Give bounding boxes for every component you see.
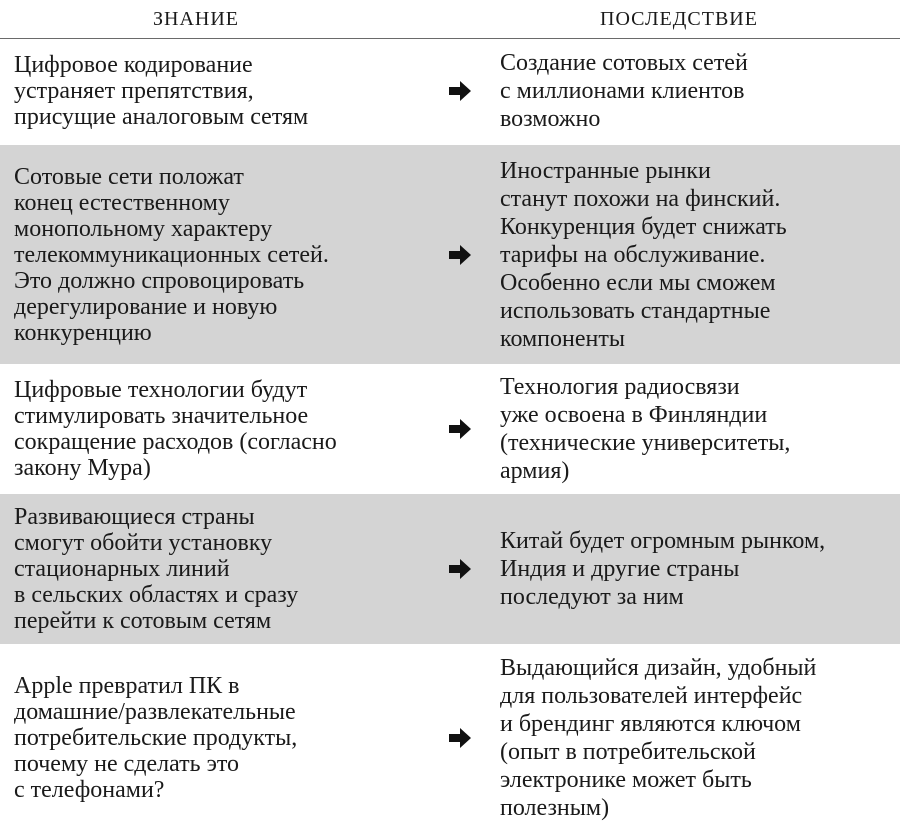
- table-row: [0, 145, 900, 366]
- consequence-cell: Выдающийся дизайн, удобный для пользователей интерфейс и брендинг являются ключом (опыт в потребительской электронике может быть полезным): [500, 655, 817, 821]
- consequence-cell: Иностранные рынки станут похожи на финский. Конкуренция будет снижать тарифы на обслуживание. Особенно если мы сможем использовать стандартные компоненты: [500, 157, 787, 352]
- consequence-cell: Технология радиосвязи уже освоена в Финляндии (технические университеты, армия): [500, 374, 791, 484]
- knowledge-cell: Apple превратил ПК в домашние/развлекательные потребительские продукты, почему не сделать это с телефонами?: [14, 673, 298, 803]
- knowledge-cell: Цифровые технологии будут стимулировать значительное сокращение расходов (согласно закону Мура): [14, 377, 337, 481]
- table-row: [0, 366, 900, 494]
- right-arrow-icon: [448, 245, 472, 265]
- table-header: [0, 0, 900, 39]
- right-arrow-icon: [448, 728, 472, 748]
- right-arrow-icon: [448, 559, 472, 579]
- header-knowledge: ЗНАНИЕ: [153, 7, 240, 30]
- right-arrow-icon: [448, 419, 472, 439]
- knowledge-cell: Цифровое кодирование устраняет препятствия, присущие аналоговым сетям: [14, 52, 309, 130]
- header-consequence: ПОСЛЕДСТВИЕ: [600, 7, 758, 30]
- right-arrow-icon: [448, 81, 472, 101]
- table-row: [0, 39, 900, 145]
- table-row: [0, 646, 900, 832]
- consequence-cell: Создание сотовых сетей с миллионами клиентов возможно: [500, 50, 748, 132]
- knowledge-cell: Развивающиеся страны смогут обойти установку стационарных линий в сельских областях и сразу перейти к сотовым сетям: [14, 504, 299, 634]
- table-row: [0, 494, 900, 646]
- consequence-cell: Китай будет огромным рынком, Индия и другие страны последуют за ним: [500, 528, 826, 610]
- knowledge-cell: Сотовые сети положат конец естественному монопольному характеру телекоммуникационных сетей. Это должно спровоцировать дерегулирование и новую конкуренцию: [14, 163, 329, 346]
